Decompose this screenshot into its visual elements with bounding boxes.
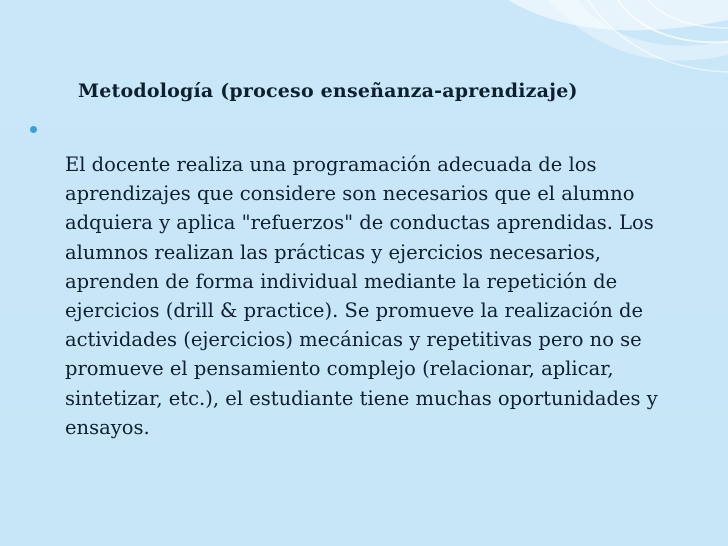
slide-title: Metodología (proceso enseñanza-aprendizaje) bbox=[78, 80, 578, 102]
slide-body-text: El docente realiza una programación adecuada de los aprendizajes que considere son necesarios que el alumno adquiera y aplica "refuerzos" de conductas aprendidas. Los alumnos realizan las prácticas y ejercicios necesarios, aprenden de forma individual mediante la repetición de ejercicios (drill & practice). Se promueve la realización de actividades (ejercicios) mecánicas y repetitivas pero no se promueve el pensamiento complejo (relacionar, aplicar, sintetizar, etc.), el estudiante tiene muchas oportunidades y ensayos. bbox=[65, 153, 658, 439]
bullet-dot-icon bbox=[30, 126, 37, 133]
wave-decoration-icon bbox=[468, 0, 728, 90]
